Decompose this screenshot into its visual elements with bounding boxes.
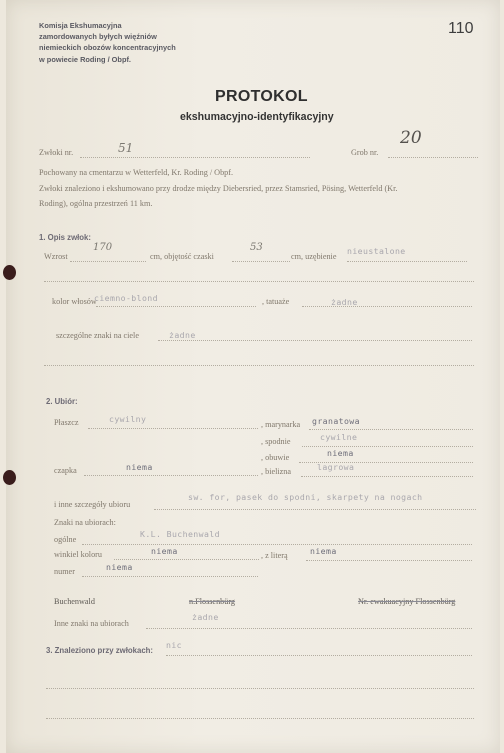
inne-szczegoly-label: i inne szczegóły ubioru bbox=[54, 500, 131, 509]
winkiel-label: winkiel koloru bbox=[54, 550, 102, 559]
zwloki-number: 51 bbox=[118, 141, 134, 155]
numer-value: niema bbox=[106, 562, 133, 572]
blank-line bbox=[44, 365, 474, 366]
wzrost-label: Wzrost bbox=[44, 252, 68, 261]
ogolne-label: ogólne bbox=[54, 535, 77, 544]
winkiel-value: niema bbox=[151, 546, 178, 556]
tatuaze-value: żadne bbox=[331, 297, 358, 307]
spodnie-label: , spodnie bbox=[261, 437, 291, 446]
commission-header bbox=[39, 20, 176, 65]
litera-value: niema bbox=[310, 546, 337, 556]
blank-line bbox=[44, 281, 474, 282]
inne-szczegoly-line bbox=[154, 509, 476, 510]
znaleziono-value: nic bbox=[166, 640, 182, 650]
inne-znaki-label: Inne znaki na ubiorach bbox=[54, 619, 129, 628]
page-number: 110 bbox=[448, 20, 474, 37]
czapka-line bbox=[84, 475, 258, 476]
header-line: zamordowanych byłych więźniów bbox=[39, 32, 157, 42]
ogolne-value: K.L. Buchenwald bbox=[140, 529, 220, 539]
tatuaze-label: , tatuaże bbox=[262, 297, 290, 306]
bielizna-label: , bielizna bbox=[261, 467, 292, 476]
znaleziono-text-1: Zwłoki znaleziono i ekshumowano przy drodze między Diebersried, przez Stamsried, Pösing, Wetterfeld (Kr. bbox=[39, 184, 398, 193]
header-line: niemieckich obozów koncentracyjnych bbox=[39, 43, 176, 53]
czaszka-value: 53 bbox=[250, 242, 263, 253]
marynarka-line bbox=[309, 429, 473, 430]
header-line: w powiecie Roding / Obpf. bbox=[39, 54, 131, 64]
zwloki-label: Zwłoki nr. bbox=[39, 148, 74, 157]
wzrost-value: 170 bbox=[93, 242, 113, 253]
document-sheet bbox=[6, 0, 500, 753]
numer-line bbox=[82, 576, 258, 577]
znaki-ciele-label: szczególne znaki na ciele bbox=[56, 331, 139, 340]
plaszcz-line bbox=[88, 428, 258, 429]
marynarka-label: , marynarka bbox=[261, 420, 301, 429]
blank-line bbox=[46, 718, 474, 719]
ogolne-line bbox=[82, 544, 472, 545]
buchenwald-label: Buchenwald bbox=[54, 597, 95, 606]
zwloki-line bbox=[80, 157, 310, 158]
numer-label: numer bbox=[54, 567, 75, 576]
document-subtitle: ekshumacyjno-identyfikacyjny bbox=[180, 111, 334, 123]
spodnie-line bbox=[302, 446, 473, 447]
czaszka-line bbox=[232, 261, 290, 262]
grob-line bbox=[388, 157, 478, 158]
bielizna-line bbox=[301, 476, 473, 477]
litera-label: , z literą bbox=[261, 551, 288, 560]
znaki-ciele-value: żadne bbox=[169, 330, 196, 340]
wzrost-line bbox=[70, 261, 146, 262]
uzebienie-value: nieustalone bbox=[347, 246, 406, 256]
punch-hole bbox=[3, 470, 16, 485]
uzebienie-label: cm, uzębienie bbox=[291, 252, 337, 261]
section-opis-heading: 1. Opis zwłok: bbox=[39, 233, 91, 242]
znaki-ubiorach-heading: Znaki na ubiorach: bbox=[54, 518, 116, 527]
inne-znaki-line bbox=[146, 628, 472, 629]
grob-label: Grob nr. bbox=[351, 148, 379, 157]
flossenburg-label: n.Flossenbürg bbox=[189, 597, 236, 606]
document-title: PROTOKOL bbox=[215, 88, 308, 105]
punch-hole bbox=[3, 265, 16, 280]
znaleziono-line bbox=[166, 655, 472, 656]
znaleziono-text-2: Roding), ogólna przestrzeń 11 km. bbox=[39, 199, 153, 208]
header-line: Komisja Ekshumacyjna bbox=[39, 21, 122, 30]
grob-number: 20 bbox=[400, 128, 422, 148]
plaszcz-value: cywilny bbox=[109, 414, 147, 424]
znaki-ciele-line bbox=[158, 340, 472, 341]
obuwie-value: niema bbox=[327, 448, 354, 458]
section-ubior-heading: 2. Ubiór: bbox=[46, 397, 78, 406]
bielizna-value: lagrowa bbox=[317, 462, 355, 472]
tatuaze-line bbox=[302, 306, 472, 307]
plaszcz-label: Płaszcz bbox=[54, 418, 79, 427]
ewakuacyjny-label: Nr. ewakuacyjny Flossenbürg bbox=[358, 597, 456, 606]
litera-line bbox=[306, 560, 472, 561]
section-znaleziono-heading: 3. Znaleziono przy zwłokach: bbox=[46, 646, 154, 655]
blank-line bbox=[46, 688, 474, 689]
inne-znaki-value: żadne bbox=[192, 612, 219, 622]
kolor-line bbox=[96, 306, 256, 307]
marynarka-value: granatowa bbox=[312, 416, 360, 426]
czaszka-label: cm, objętość czaski bbox=[150, 252, 214, 261]
czapka-label: czapka bbox=[54, 466, 77, 475]
pochowany-text: Pochowany na cmentarzu w Wetterfeld, Kr. Roding / Obpf. bbox=[39, 168, 234, 177]
winkiel-line bbox=[114, 559, 259, 560]
obuwie-label: , obuwie bbox=[261, 453, 290, 462]
kolor-value: ciemno-blond bbox=[94, 293, 158, 303]
uzebienie-line bbox=[347, 261, 467, 262]
kolor-label: kolor włosów bbox=[52, 297, 97, 306]
spodnie-value: cywilne bbox=[320, 432, 358, 442]
inne-szczegoly-value: sw. for, pasek do spodni, skarpety na nogach bbox=[188, 492, 423, 502]
czapka-value: niema bbox=[126, 462, 153, 472]
